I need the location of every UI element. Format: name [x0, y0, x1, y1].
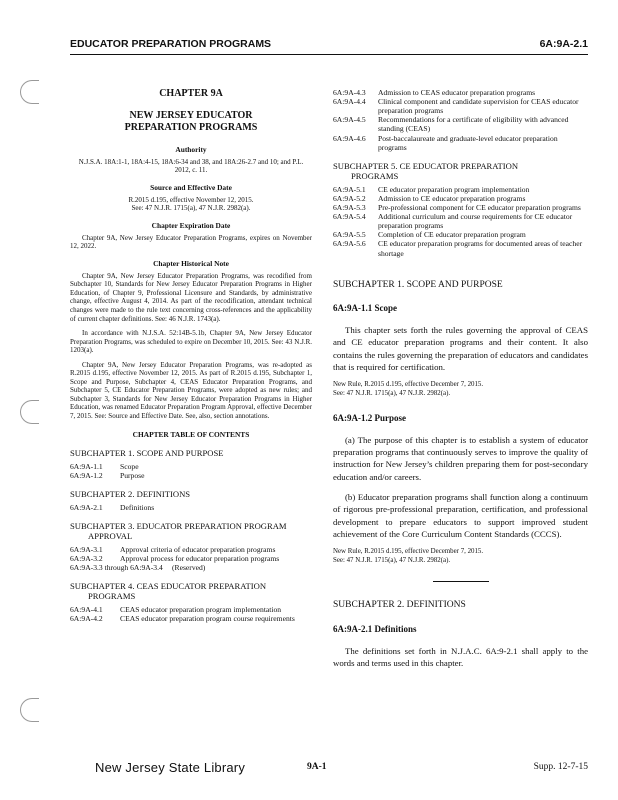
toc-subchapter-title: SUBCHAPTER 4. CEAS EDUCATOR PREPARATION PROGRAMS: [70, 581, 267, 602]
source-text-2: See: 47 N.J.R. 1715(a), 47 N.J.R. 2982(a).: [131, 204, 251, 213]
page-number: 9A-1: [307, 762, 327, 772]
toc-heading: CHAPTER TABLE OF CONTENTS: [132, 430, 250, 440]
toc-item[interactable]: 6A:9A-4.2 CEAS educator preparation program course requirements: [70, 614, 295, 624]
history-paragraph: In accordance with N.J.S.A. 52:14B-5.1b, Chapter 9A, New Jersey Educator Preparation Programs, was scheduled to expire on December 10, 2015. See: 43 N.J.R. 1203(a).: [70, 329, 312, 355]
history-paragraph: Chapter 9A, New Jersey Educator Preparation Programs, was re-adopted as R.2015 d.195, effective November 12, 2015. As part of R.2015 d.195, Subchapter 1, Scope and Purpose, Subchapter 4, CEAS Educator Preparation Programs, and Subchapter 5, CE Educator Preparation Programs, were adopted as new rules; and Subchapter 3, Standards for New Jersey Educator Preparation Programs in Higher Education, was renamed Educator Preparation Program Approval, effective December 7, 2015. See: Source and Effective Date. See, also, section annotations.: [70, 360, 312, 420]
source-heading: Source and Effective Date: [150, 182, 232, 192]
toc-item[interactable]: 6A:9A-4.1 CEAS educator preparation program implementation: [70, 604, 282, 614]
toc-item[interactable]: 6A:9A-5.3 Pre-professional component for CE educator preparation programs: [333, 202, 581, 212]
toc-subchapter-title: SUBCHAPTER 5. CE EDUCATOR PREPARATION PROGRAMS: [333, 160, 519, 182]
toc-item[interactable]: 6A:9A-4.5 Recommendations for a certificate of eligibility with advanced standing (CEAS): [333, 115, 569, 134]
toc-item[interactable]: 6A:9A-4.4 Clinical component and candidate supervision for CEAS educator preparation programs: [333, 97, 579, 116]
binder-hole-mark: [20, 698, 39, 722]
toc-item[interactable]: 6A:9A-3.2 Approval process for educator preparation programs: [70, 553, 280, 563]
toc-item[interactable]: 6A:9A-5.2 Admission to CE educator preparation programs: [333, 193, 526, 203]
header-section: 6A:9A-2.1: [539, 38, 588, 50]
toc-item[interactable]: 6A:9A-4.3 Admission to CEAS educator preparation programs: [333, 88, 536, 97]
chapter-title-line2: PREPARATION PROGRAMS: [124, 122, 258, 134]
expiration-heading: Chapter Expiration Date: [151, 220, 231, 230]
section-heading: 6A:9A-2.1 Definitions: [333, 623, 417, 634]
section-text: This chapter sets forth the rules governing the approval of CEAS and CE educator preparation programs and their content. It also contains the rules governing the preparation of educators and candidates that is required for certification.: [333, 325, 588, 373]
toc-item[interactable]: 6A:9A-5.6 CE educator preparation programs for documented areas of teacher shortage: [333, 239, 583, 258]
authority-text: N.J.S.A. 18A:1-1, 18A:4-15, 18A:6-34 and 38, and 18A:26-2.7 and 10; and P.L. 2012, c. 11.: [78, 157, 304, 175]
authority-heading: Authority: [175, 144, 207, 154]
toc-item[interactable]: 6A:9A-5.4 Additional curriculum and course requirements for CE educator preparation programs: [333, 212, 573, 231]
source-text-1: R.2015 d.195, effective November 12, 2015.: [128, 195, 254, 204]
left-column: [70, 88, 312, 623]
toc-subchapter-title: SUBCHAPTER 3. EDUCATOR PREPARATION PROGRAM APPROVAL: [70, 520, 287, 542]
toc-item[interactable]: 6A:9A-1.2 Purpose: [70, 471, 145, 480]
history-paragraph: Chapter 9A, New Jersey Educator Preparation Programs, was recodified from Subchapter 10, Standards for New Jersey Educator Preparation Programs in Higher Education, of Chapter 9, Professional Licensure and Standards, by administrative change, effective August 4, 2014. As part of the recodification, attendant technical changes were made to the rule text concerning cross-references and the applicability of current chapter definitions. See: 46 N.J.R. 1743(a).: [70, 271, 312, 323]
toc-item[interactable]: 6A:9A-3.1 Approval criteria of educator preparation programs: [70, 544, 276, 554]
section-text: (b) Educator preparation programs shall function along a continuum of rigorous pre-professional preparation, certification, and professional development to prepare educators to support improved student achievement of the Core Curriculum Content Standards (CCCS).: [333, 491, 588, 539]
running-header: [70, 38, 588, 54]
section-text: (a) The purpose of this chapter is to establish a system of educator preparation programs that continuously serves to improve the quality of instruction for New Jersey’s children preparing them for post-secondary education and/or careers.: [333, 434, 588, 482]
section-divider: [433, 581, 489, 582]
toc-item[interactable]: 6A:9A-5.5 Completion of CE educator preparation program: [333, 230, 526, 240]
toc-item[interactable]: 6A:9A-1.1 Scope: [70, 461, 139, 471]
header-title: EDUCATOR PREPARATION PROGRAMS: [70, 38, 272, 50]
expiration-text: Chapter 9A, New Jersey Educator Preparation Programs, expires on November 12, 2022.: [70, 233, 312, 251]
library-stamp: New Jersey State Library: [95, 760, 246, 775]
binder-hole-mark: [20, 80, 39, 104]
toc-item[interactable]: 6A:9A-5.1 CE educator preparation program implementation: [333, 184, 530, 194]
toc-subchapter-title: SUBCHAPTER 1. SCOPE AND PURPOSE: [70, 448, 224, 459]
source-note: New Rule, R.2015 d.195, effective December 7, 2015. See: 47 N.J.R. 1715(a), 47 N.J.R. 2982(a).: [333, 548, 484, 564]
source-note: New Rule, R.2015 d.195, effective December 7, 2015. See: 47 N.J.R. 1715(a), 47 N.J.R. 2982(a).: [333, 381, 484, 398]
history-heading: Chapter Historical Note: [153, 258, 229, 268]
toc-subchapter-title: SUBCHAPTER 2. DEFINITIONS: [70, 489, 191, 500]
toc-item[interactable]: 6A:9A-4.6 Post-baccalaureate and graduate-level educator preparation programs: [333, 133, 558, 152]
binder-hole-mark: [20, 400, 39, 424]
toc-item[interactable]: 6A:9A-3.3 through 6A:9A-3.4 (Reserved): [70, 562, 206, 572]
section-heading: 6A:9A-1.2 Purpose: [333, 412, 406, 423]
section-text: The definitions set forth in N.J.A.C. 6A:9-2.1 shall apply to the words and terms used in this chapter.: [333, 645, 588, 669]
section-heading: 6A:9A-1.1 Scope: [333, 303, 397, 314]
header-rule: [70, 54, 588, 55]
chapter-number: CHAPTER 9A: [159, 88, 223, 99]
subchapter-heading: SUBCHAPTER 2. DEFINITIONS: [333, 600, 466, 611]
subchapter-heading: SUBCHAPTER 1. SCOPE AND PURPOSE: [333, 279, 503, 290]
supplement-date: Supp. 12-7-15: [533, 762, 588, 772]
right-column: [333, 88, 588, 678]
chapter-title-line1: NEW JERSEY EDUCATOR: [129, 110, 253, 122]
toc-item[interactable]: 6A:9A-2.1 Definitions: [70, 502, 155, 512]
page-footer: [95, 760, 588, 780]
